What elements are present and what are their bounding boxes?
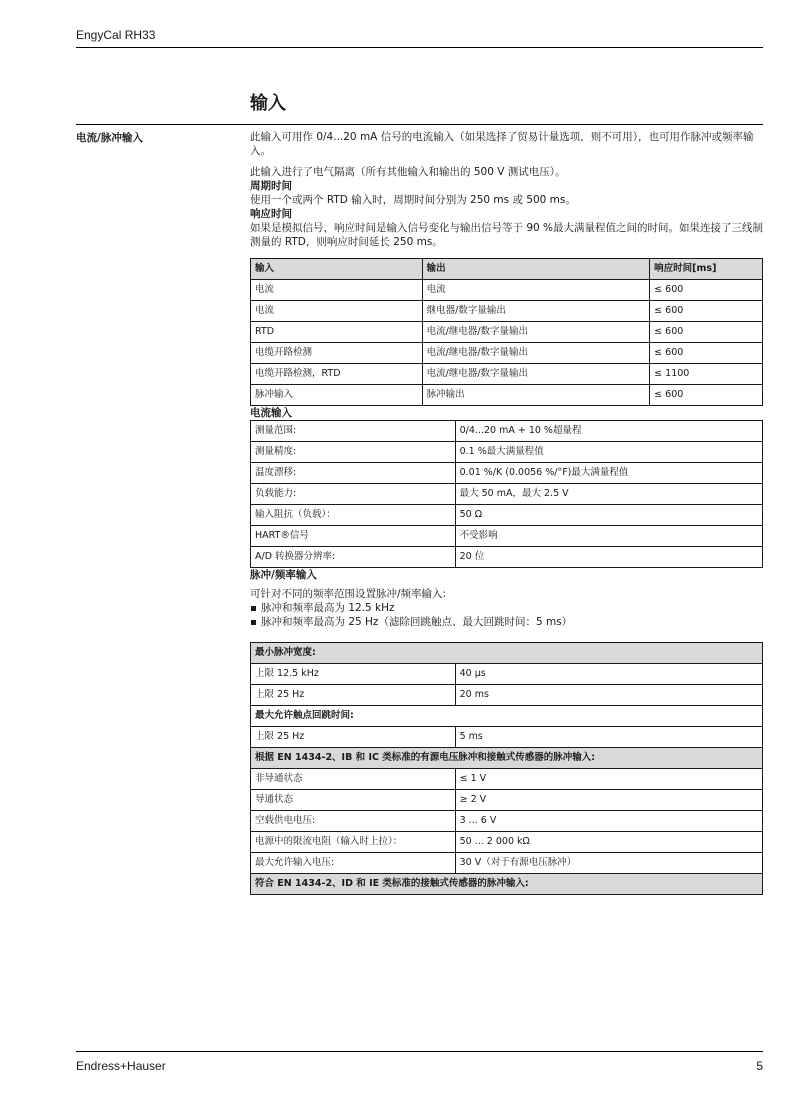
spec-label: 上限 12.5 kHz (251, 664, 456, 685)
table-row (251, 280, 763, 301)
spec-label: 空载供电电压: (251, 811, 456, 832)
spec-value: 5 ms (455, 727, 762, 748)
footer-brand: Endress+Hauser (76, 1059, 166, 1073)
section-rule (76, 124, 763, 125)
table-row (251, 421, 763, 442)
spec-value: 0.01 %/K (0.0056 %/°F)最大满量程值 (455, 463, 762, 484)
table-row (251, 526, 763, 547)
spec-value: 20 ms (455, 685, 762, 706)
table-group-row (251, 643, 763, 664)
column-header: 输入 (251, 259, 423, 280)
main-content (250, 128, 763, 895)
section-label: 电流/脉冲输入 (76, 132, 143, 144)
table-cell: 继电器/数字量输出 (422, 301, 650, 322)
table-cell: ≤ 600 (650, 301, 763, 322)
spec-label: 最大允许输入电压: (251, 853, 456, 874)
spec-value: ≤ 1 V (455, 769, 762, 790)
spec-value: 50 Ω (455, 505, 762, 526)
pulse-input-heading: 脉冲/频率输入 (250, 569, 317, 581)
spec-label: 测量范围: (251, 421, 456, 442)
current-input-heading: 电流输入 (250, 407, 292, 419)
table-row (251, 343, 763, 364)
table-cell: 电缆开路检测 (251, 343, 423, 364)
spec-label: 电源中的限流电阻（输入时上拉）： (251, 832, 456, 853)
spec-value: 0.1 %最大满量程值 (455, 442, 762, 463)
table-group-row (251, 748, 763, 769)
table-cell: ≤ 600 (650, 322, 763, 343)
group-heading: 最小脉冲宽度: (251, 643, 763, 664)
table-cell: ≤ 600 (650, 343, 763, 364)
table-row (251, 664, 763, 685)
spec-value: 50 ... 2 000 kΩ (455, 832, 762, 853)
intro-paragraph-2: 此输入进行了电气隔离（所有其他输入和输出的 500 V 测试电压）。 (250, 166, 566, 178)
table-cell: 电缆开路检测，RTD (251, 364, 423, 385)
table-row (251, 364, 763, 385)
table-cell: 电流/继电器/数字量输出 (422, 343, 650, 364)
table-row (251, 463, 763, 484)
response-time-text: 如果是模拟信号，响应时间是输入信号变化与输出信号等于 90 %最大满量程值之间的时间。如果连接了三线制测量的 RTD，则响应时间延长 250 ms。 (250, 222, 764, 248)
table-row (251, 301, 763, 322)
spec-value: 0/4...20 mA + 10 %超量程 (455, 421, 762, 442)
spec-label: 负载能力: (251, 484, 456, 505)
table-cell: 脉冲输入 (251, 385, 423, 406)
group-heading: 符合 EN 1434-2、ID 和 IE 类标准的接触式传感器的脉冲输入: (251, 874, 763, 895)
table-cell: 电流 (422, 280, 650, 301)
response-time-heading: 响应时间 (250, 208, 292, 220)
table-row (251, 685, 763, 706)
table-header-row (251, 259, 763, 280)
column-header: 输出 (422, 259, 650, 280)
pulse-input-list (250, 601, 763, 629)
table-cell: RTD (251, 322, 423, 343)
list-item: 脉冲和频率最高为 12.5 kHz (250, 601, 763, 615)
table-row (251, 442, 763, 463)
group-heading: 根据 EN 1434-2、IB 和 IC 类标准的有源电压脉冲和接触式传感器的脉冲输入: (251, 748, 763, 769)
spec-label: 上限 25 Hz (251, 685, 456, 706)
table-cell: ≤ 600 (650, 385, 763, 406)
spec-label: 导通状态 (251, 790, 456, 811)
response-time-table (250, 258, 763, 406)
table-row (251, 769, 763, 790)
table-cell: 电流 (251, 280, 423, 301)
table-row (251, 811, 763, 832)
spec-value: 20 位 (455, 547, 762, 568)
table-row (251, 385, 763, 406)
pulse-input-table (250, 642, 763, 895)
spec-value: 不受影响 (455, 526, 762, 547)
table-cell: 电流/继电器/数字量输出 (422, 364, 650, 385)
spec-value: 3 ... 6 V (455, 811, 762, 832)
table-row (251, 853, 763, 874)
table-row (251, 832, 763, 853)
spec-label: 上限 25 Hz (251, 727, 456, 748)
spec-label: HART®信号 (251, 526, 456, 547)
running-header: EngyCal RH33 (76, 28, 156, 42)
cycle-time-heading: 周期时间 (250, 180, 292, 192)
table-cell: 脉冲输出 (422, 385, 650, 406)
spec-label: 温度漂移: (251, 463, 456, 484)
page-title: 输入 (250, 93, 286, 114)
pulse-input-intro: 可针对不同的频率范围设置脉冲/频率输入: (250, 588, 447, 600)
footer-rule (76, 1051, 763, 1052)
spec-value: ≥ 2 V (455, 790, 762, 811)
table-group-row (251, 874, 763, 895)
list-item: 脉冲和频率最高为 25 Hz（滤除回跳触点、最大回跳时间：5 ms） (250, 615, 763, 629)
table-row (251, 790, 763, 811)
current-input-table (250, 420, 763, 568)
table-row (251, 505, 763, 526)
cycle-time-text: 使用一个或两个 RTD 输入时，周期时间分别为 250 ms 或 500 ms。 (250, 194, 576, 206)
spec-value: 30 V（对于有源电压脉冲） (455, 853, 762, 874)
spec-label: A/D 转换器分辨率: (251, 547, 456, 568)
table-cell: 电流 (251, 301, 423, 322)
table-row (251, 547, 763, 568)
spec-label: 测量精度: (251, 442, 456, 463)
table-row (251, 727, 763, 748)
table-row (251, 484, 763, 505)
spec-label: 非导通状态 (251, 769, 456, 790)
table-cell: ≤ 1100 (650, 364, 763, 385)
table-row (251, 322, 763, 343)
table-cell: 电流/继电器/数字量输出 (422, 322, 650, 343)
group-heading: 最大允许触点回跳时间: (251, 706, 763, 727)
intro-paragraph-1: 此输入可用作 0/4...20 mA 信号的电流输入（如果选择了贸易计量选项，则不可用），也可用作脉冲或频率输入。 (250, 131, 754, 157)
header-rule (76, 47, 763, 48)
table-cell: ≤ 600 (650, 280, 763, 301)
spec-value: 40 µs (455, 664, 762, 685)
column-header: 响应时间[ms] (650, 259, 763, 280)
spec-label: 输入阻抗（负载）： (251, 505, 456, 526)
table-group-row (251, 706, 763, 727)
page-number: 5 (756, 1059, 763, 1073)
spec-value: 最大 50 mA，最大 2.5 V (455, 484, 762, 505)
